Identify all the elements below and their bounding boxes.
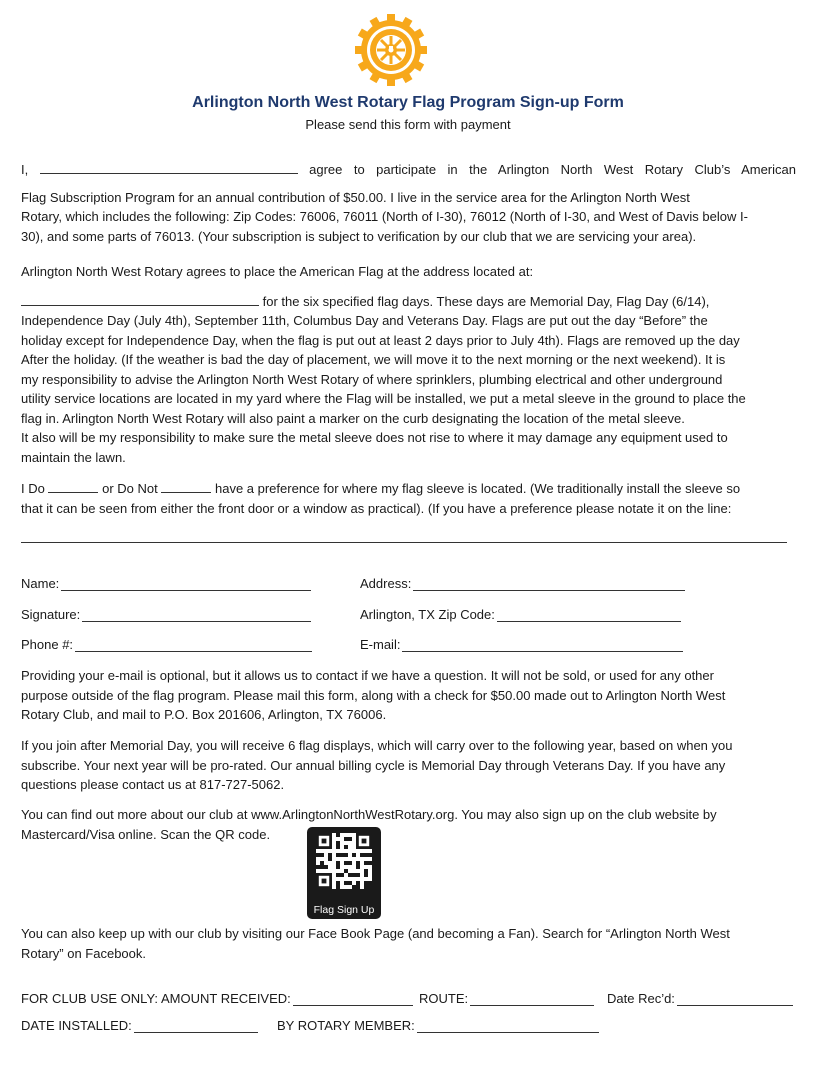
route-field[interactable]: ROUTE:	[419, 991, 594, 1006]
club-use-label: FOR CLUB USE ONLY:	[21, 991, 159, 1006]
facebook-note: You can also keep up with our club by visiting our Face Book Page (and becoming a Fan). Search for “Arlington North West Rotary” on Facebook.	[21, 926, 730, 961]
form-title: Arlington North West Rotary Flag Program Sign-up Form	[192, 94, 624, 111]
preference-paragraph: I Do or Do Not have a preference for where my flag sleeve is located. (We traditionally install the sleeve so that it can be seen from either the front door or a window as practical). (If you have a preference please notate it on the line:	[21, 481, 741, 516]
address-field[interactable]: Address:	[360, 576, 685, 591]
form-subtitle: Please send this form with payment	[305, 117, 511, 132]
rotary-logo	[355, 14, 427, 86]
preference-notes-line[interactable]	[21, 542, 787, 543]
qr-code-icon	[316, 833, 372, 889]
rotary-member-field[interactable]: BY ROTARY MEMBER:	[277, 1018, 599, 1033]
memorial-note: If you join after Memorial Day, you will receive 6 flag displays, which will carry over to the following year, based on when you subscribe. Your next year will be pro-rated. Our annual billing cycle is Memorial Day through Veterans Day. If you have any questions please contact us at 817-727-5062.	[21, 738, 733, 792]
signature-field[interactable]: Signature:	[21, 607, 311, 622]
qr-code[interactable]	[307, 827, 381, 919]
date-received-field[interactable]: Date Rec’d:	[607, 991, 793, 1006]
flag-address-blank[interactable]	[21, 292, 259, 306]
intro-line-1: I, agree to participate in the Arlington North West Rotary Club’s American	[21, 162, 796, 177]
participant-name-blank[interactable]	[40, 160, 298, 174]
qr-code-label: Flag Sign Up	[313, 904, 375, 916]
do-preference-blank[interactable]	[48, 479, 98, 493]
email-note: Providing your e-mail is optional, but it allows us to contact if we have a question. It will not be sold, or used for any other purpose outside of the flag program. Please mail this form, along with a check for $50.00 made out to Arlington North West Rotary Club, and mail to P.O. Box 201606, Arlington, TX 76006.	[21, 668, 726, 722]
name-field[interactable]: Name:	[21, 576, 311, 591]
intro-paragraph: I, agree to participate in the Arlington North West Rotary Club’s American Flag Subscription Program for an annual contribution of $50.00. I live in the service area for the Arlington North West Rotary, which includes the following: Zip Codes: 76006, 76011 (North of I-30), 76012 (North of I-30, and West of Davis below I- 30), and some parts of 76013. (Your subscription is subject to verification by our club that we are servicing your area).	[21, 162, 796, 244]
website-note: You can find out more about our club at www.ArlingtonNorthWestRotary.org. You may also sign up on the club website by Mastercard/Visa online. Scan the QR code.	[21, 807, 717, 842]
agreement-paragraph: Arlington North West Rotary agrees to place the American Flag at the address located at: for the six specified flag days. These days are Memorial Day, Flag Day (6/14), Independence Day (July 4th), September 11th, Columbus Day and Veterans Day. Flags are put out the day “Before” the holiday except for Independence Day, when the flag is put out at least 2 days prior to July 4th). Flags are removed up the day After the holiday. (If the weather is bad the day of placement, we will move it to the next morning or the next weekend). It is my responsibility to advise the Arlington North West Rotary of where sprinklers, plumbing electrical and other underground utility service locations are located in my yard where the Flag will be installed, we put a metal sleeve in the ground to place the flag in. Arlington North West Rotary will also paint a marker on the curb designating the location of the metal sleeve. It also will be my responsibility to make sure the metal sleeve does not rise to where it may damage any equipment used to maintain the lawn.	[21, 264, 746, 465]
amount-received-field[interactable]: AMOUNT RECEIVED:	[161, 991, 413, 1006]
date-installed-field[interactable]: DATE INSTALLED:	[21, 1018, 258, 1033]
email-field[interactable]: E-mail:	[360, 637, 683, 652]
zip-code-field[interactable]: Arlington, TX Zip Code:	[360, 607, 681, 622]
do-not-preference-blank[interactable]	[161, 479, 211, 493]
phone-field[interactable]: Phone #:	[21, 637, 312, 652]
